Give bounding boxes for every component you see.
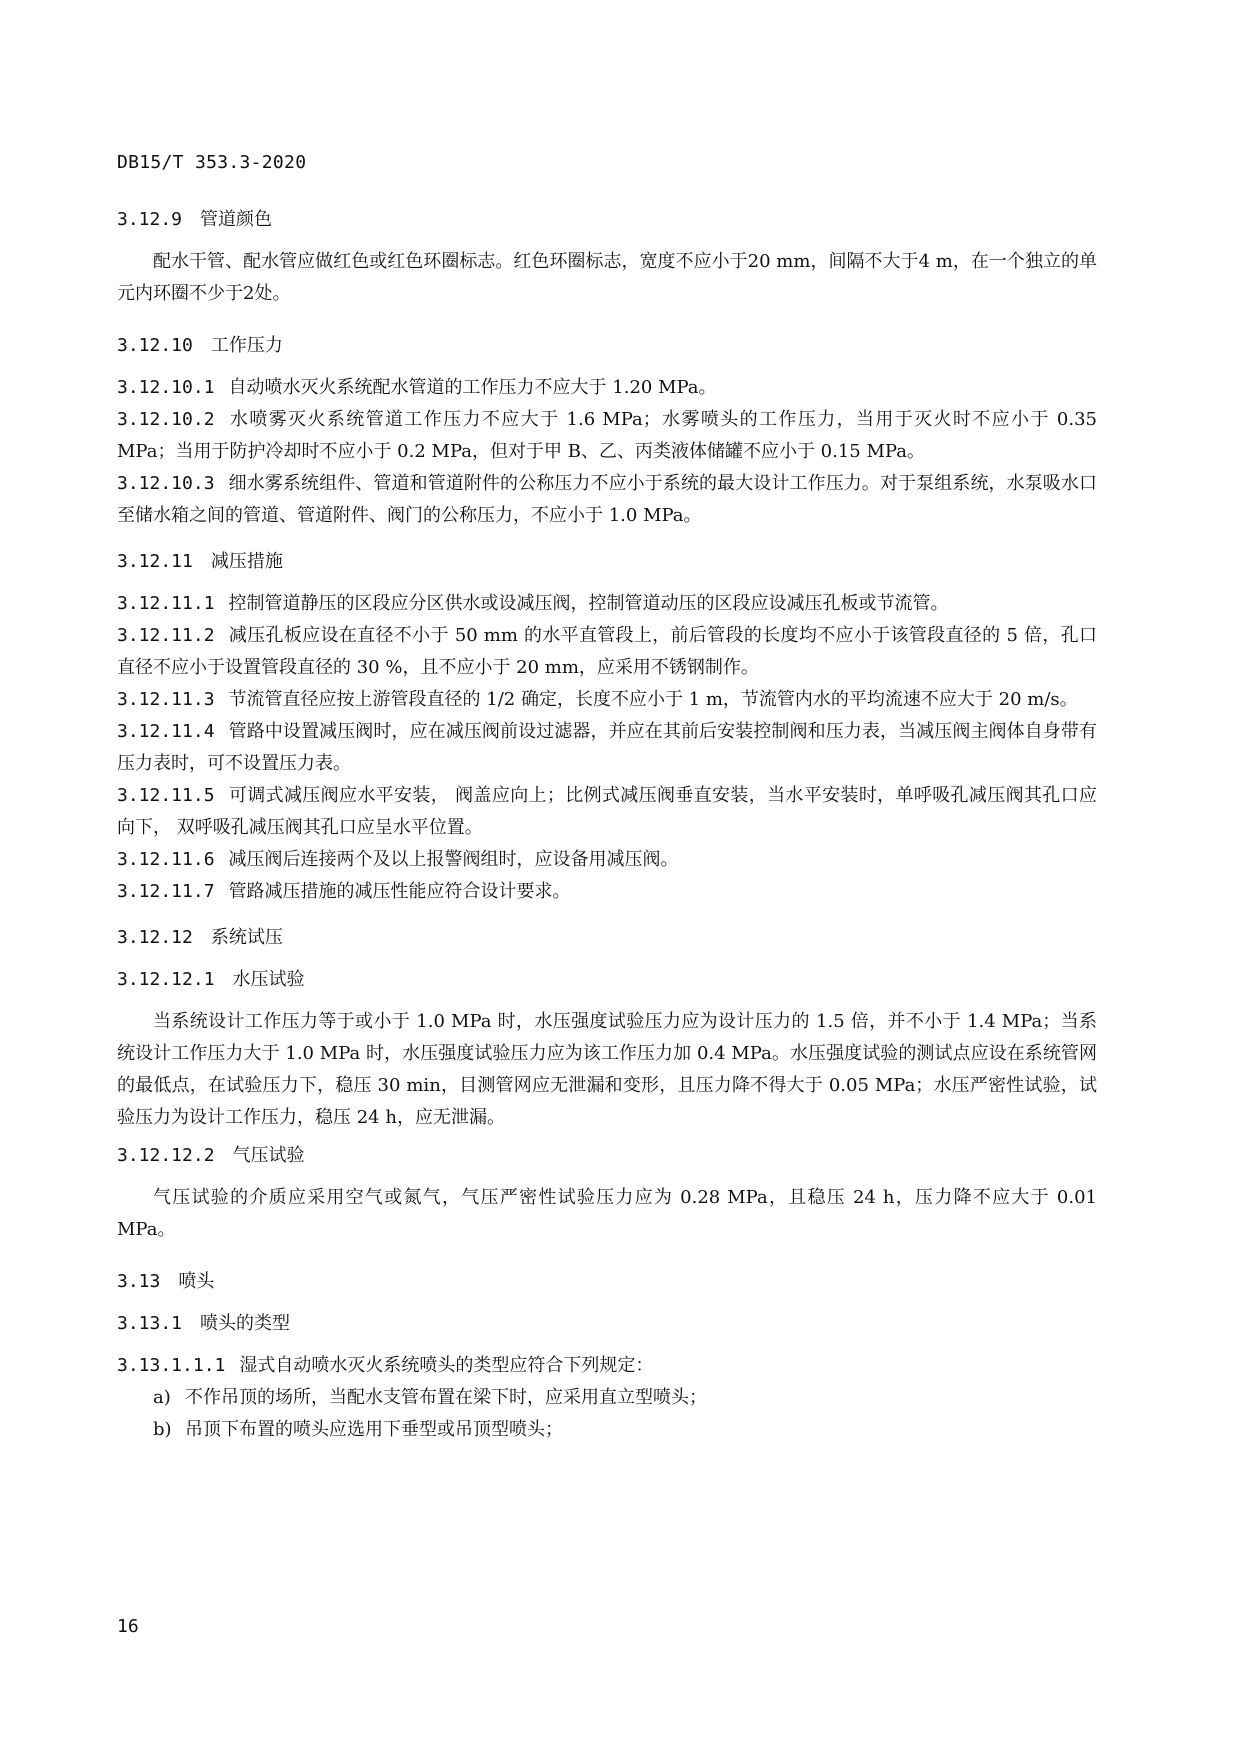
clause-number: 3.12.11.6	[117, 849, 215, 870]
subsection-heading-3-13-1	[117, 1308, 1097, 1340]
clause-text: 细水雾系统组件、管道和管道附件的公称压力不应小于系统的最大设计工作压力。对于泵组系统，水泵吸水口至储水箱之间的管道、管道附件、阀门的公称压力，不应小于 1.0 MPa。	[117, 473, 1097, 526]
clause-text: 水喷雾灭火系统管道工作压力不应大于 1.6 MPa；水雾喷头的工作压力，当用于灭火时不应小于 0.35 MPa；当用于防护冷却时不应小于 0.2 MPa，但对于甲 B、乙、丙类液体储罐不应小于 0.15 MPa。	[117, 409, 1097, 462]
subsection-number: 3.12.12.2	[117, 1145, 215, 1166]
clause-3-12-11-4	[117, 716, 1097, 780]
clause-3-12-10-2	[117, 404, 1097, 468]
paragraph-pneumatic-test: 气压试验的介质应采用空气或氮气，气压严密性试验压力应为 0.28 MPa，且稳压 24 h，压力降不应大于 0.01 MPa。	[117, 1187, 1097, 1240]
document-header-id: DB15/T 353.3-2020	[117, 152, 307, 173]
clause-3-12-11-7	[117, 876, 1097, 908]
section-heading-3-12-12	[117, 922, 1097, 954]
clause-3-13-1-1-1	[117, 1350, 1097, 1382]
clause-3-12-10-1	[117, 372, 1097, 404]
clause-3-12-11-6	[117, 844, 1097, 876]
clause-number: 3.12.11.2	[117, 625, 215, 646]
list-item-marker: b)	[153, 1419, 172, 1440]
subsection-number: 3.13.1	[117, 1313, 183, 1334]
section-heading-3-12-11	[117, 546, 1097, 578]
clause-3-12-10-3	[117, 468, 1097, 532]
subsection-number: 3.12.12.1	[117, 969, 215, 990]
list-item-text: 不作吊顶的场所，当配水支管布置在梁下时，应采用直立型喷头；	[185, 1387, 707, 1408]
clause-text: 可调式减压阀应水平安装， 阀盖应向上；比例式减压阀垂直安装，当水平安装时，单呼吸孔减压阀其孔口应向下， 双呼吸孔减压阀其孔口应呈水平位置。	[117, 785, 1097, 838]
section-heading-3-12-9	[117, 204, 1097, 236]
list-item	[153, 1382, 1097, 1414]
clause-3-12-11-2	[117, 620, 1097, 684]
clause-text: 控制管道静压的区段应分区供水或设减压阀，控制管道动压的区段应设减压孔板或节流管。	[228, 593, 949, 614]
clause-3-12-11-3	[117, 684, 1097, 716]
clause-text: 减压阀后连接两个及以上报警阀组时，应设备用减压阀。	[228, 849, 679, 870]
section-heading-3-13	[117, 1266, 1097, 1298]
section-number: 3.12.9	[117, 209, 183, 230]
subsection-heading-3-12-12-2	[117, 1140, 1097, 1172]
section-number: 3.13	[117, 1271, 161, 1292]
clause-text: 减压孔板应设在直径不小于 50 mm 的水平直管段上，前后管段的长度均不应小于该管段直径的 5 倍，孔口直径不应小于设置管段直径的 30 %，且不应小于 20 mm，应采用不锈钢制作。	[117, 625, 1097, 678]
clause-number: 3.12.11.1	[117, 593, 215, 614]
section-title: 工作压力	[210, 335, 283, 356]
clause-number: 3.12.11.4	[117, 721, 215, 742]
paragraph-pipe-color: 配水干管、配水管应做红色或红色环圈标志。红色环圈标志，宽度不应小于20 mm，间隔不大于4 m，在一个独立的单元内环圈不少于2处。	[117, 251, 1097, 304]
subsection-title: 气压试验	[232, 1145, 305, 1166]
page-number: 16	[117, 1616, 139, 1637]
clause-number: 3.12.11.3	[117, 689, 215, 710]
list-item	[153, 1414, 1097, 1446]
document-body	[117, 200, 1097, 1446]
list-item-marker: a)	[153, 1387, 171, 1408]
subsection-title: 喷头的类型	[200, 1313, 291, 1334]
section-title: 减压措施	[210, 551, 283, 572]
section-title: 系统试压	[210, 927, 283, 948]
section-title: 管道颜色	[200, 209, 273, 230]
section-number: 3.12.10	[117, 335, 193, 356]
clause-number: 3.12.10.1	[117, 377, 215, 398]
clause-3-12-11-1	[117, 588, 1097, 620]
clause-text: 管路减压措施的减压性能应符合设计要求。	[228, 881, 571, 902]
paragraph-hydrostatic-test: 当系统设计工作压力等于或小于 1.0 MPa 时，水压强度试验压力应为设计压力的 1.5 倍，并不小于 1.4 MPa；当系统设计工作压力大于 1.0 MPa 时，水压强度试验压力应为该工作压力加 0.4 MPa。水压强度试验的测试点应设在系统管网的最低点，在试验压力下，稳压 30 min，目测管网应无泄漏和变形，且压力降不得大于 0.05 MPa；水压严密性试验，试验压力为设计工作压力，稳压 24 h，应无泄漏。	[117, 1011, 1097, 1128]
clause-text: 湿式自动喷水灭火系统喷头的类型应符合下列规定：	[239, 1355, 654, 1376]
sprinkler-type-list	[153, 1382, 1097, 1446]
list-item-text: 吊顶下布置的喷头应选用下垂型或吊顶型喷头；	[185, 1419, 563, 1440]
section-title: 喷头	[178, 1271, 215, 1292]
clause-text: 管路中设置减压阀时，应在减压阀前设过滤器，并应在其前后安装控制阀和压力表，当减压阀主阀体自身带有压力表时，可不设置压力表。	[117, 721, 1097, 774]
subsection-heading-3-12-12-1	[117, 964, 1097, 996]
clause-3-12-11-5	[117, 780, 1097, 844]
clause-number: 3.12.10.3	[117, 473, 215, 494]
clause-number: 3.13.1.1.1	[117, 1355, 226, 1376]
clause-number: 3.12.11.7	[117, 881, 215, 902]
clause-text: 节流管直径应按上游管段直径的 1/2 确定，长度不应小于 1 m，节流管内水的平均流速不应大于 20 m/s。	[228, 689, 1078, 710]
section-number: 3.12.11	[117, 551, 193, 572]
clause-number: 3.12.10.2	[117, 409, 215, 430]
section-heading-3-12-10	[117, 330, 1097, 362]
subsection-title: 水压试验	[232, 969, 305, 990]
section-number: 3.12.12	[117, 927, 193, 948]
clause-text: 自动喷水灭火系统配水管道的工作压力不应大于 1.20 MPa。	[228, 377, 717, 398]
clause-number: 3.12.11.5	[117, 785, 215, 806]
